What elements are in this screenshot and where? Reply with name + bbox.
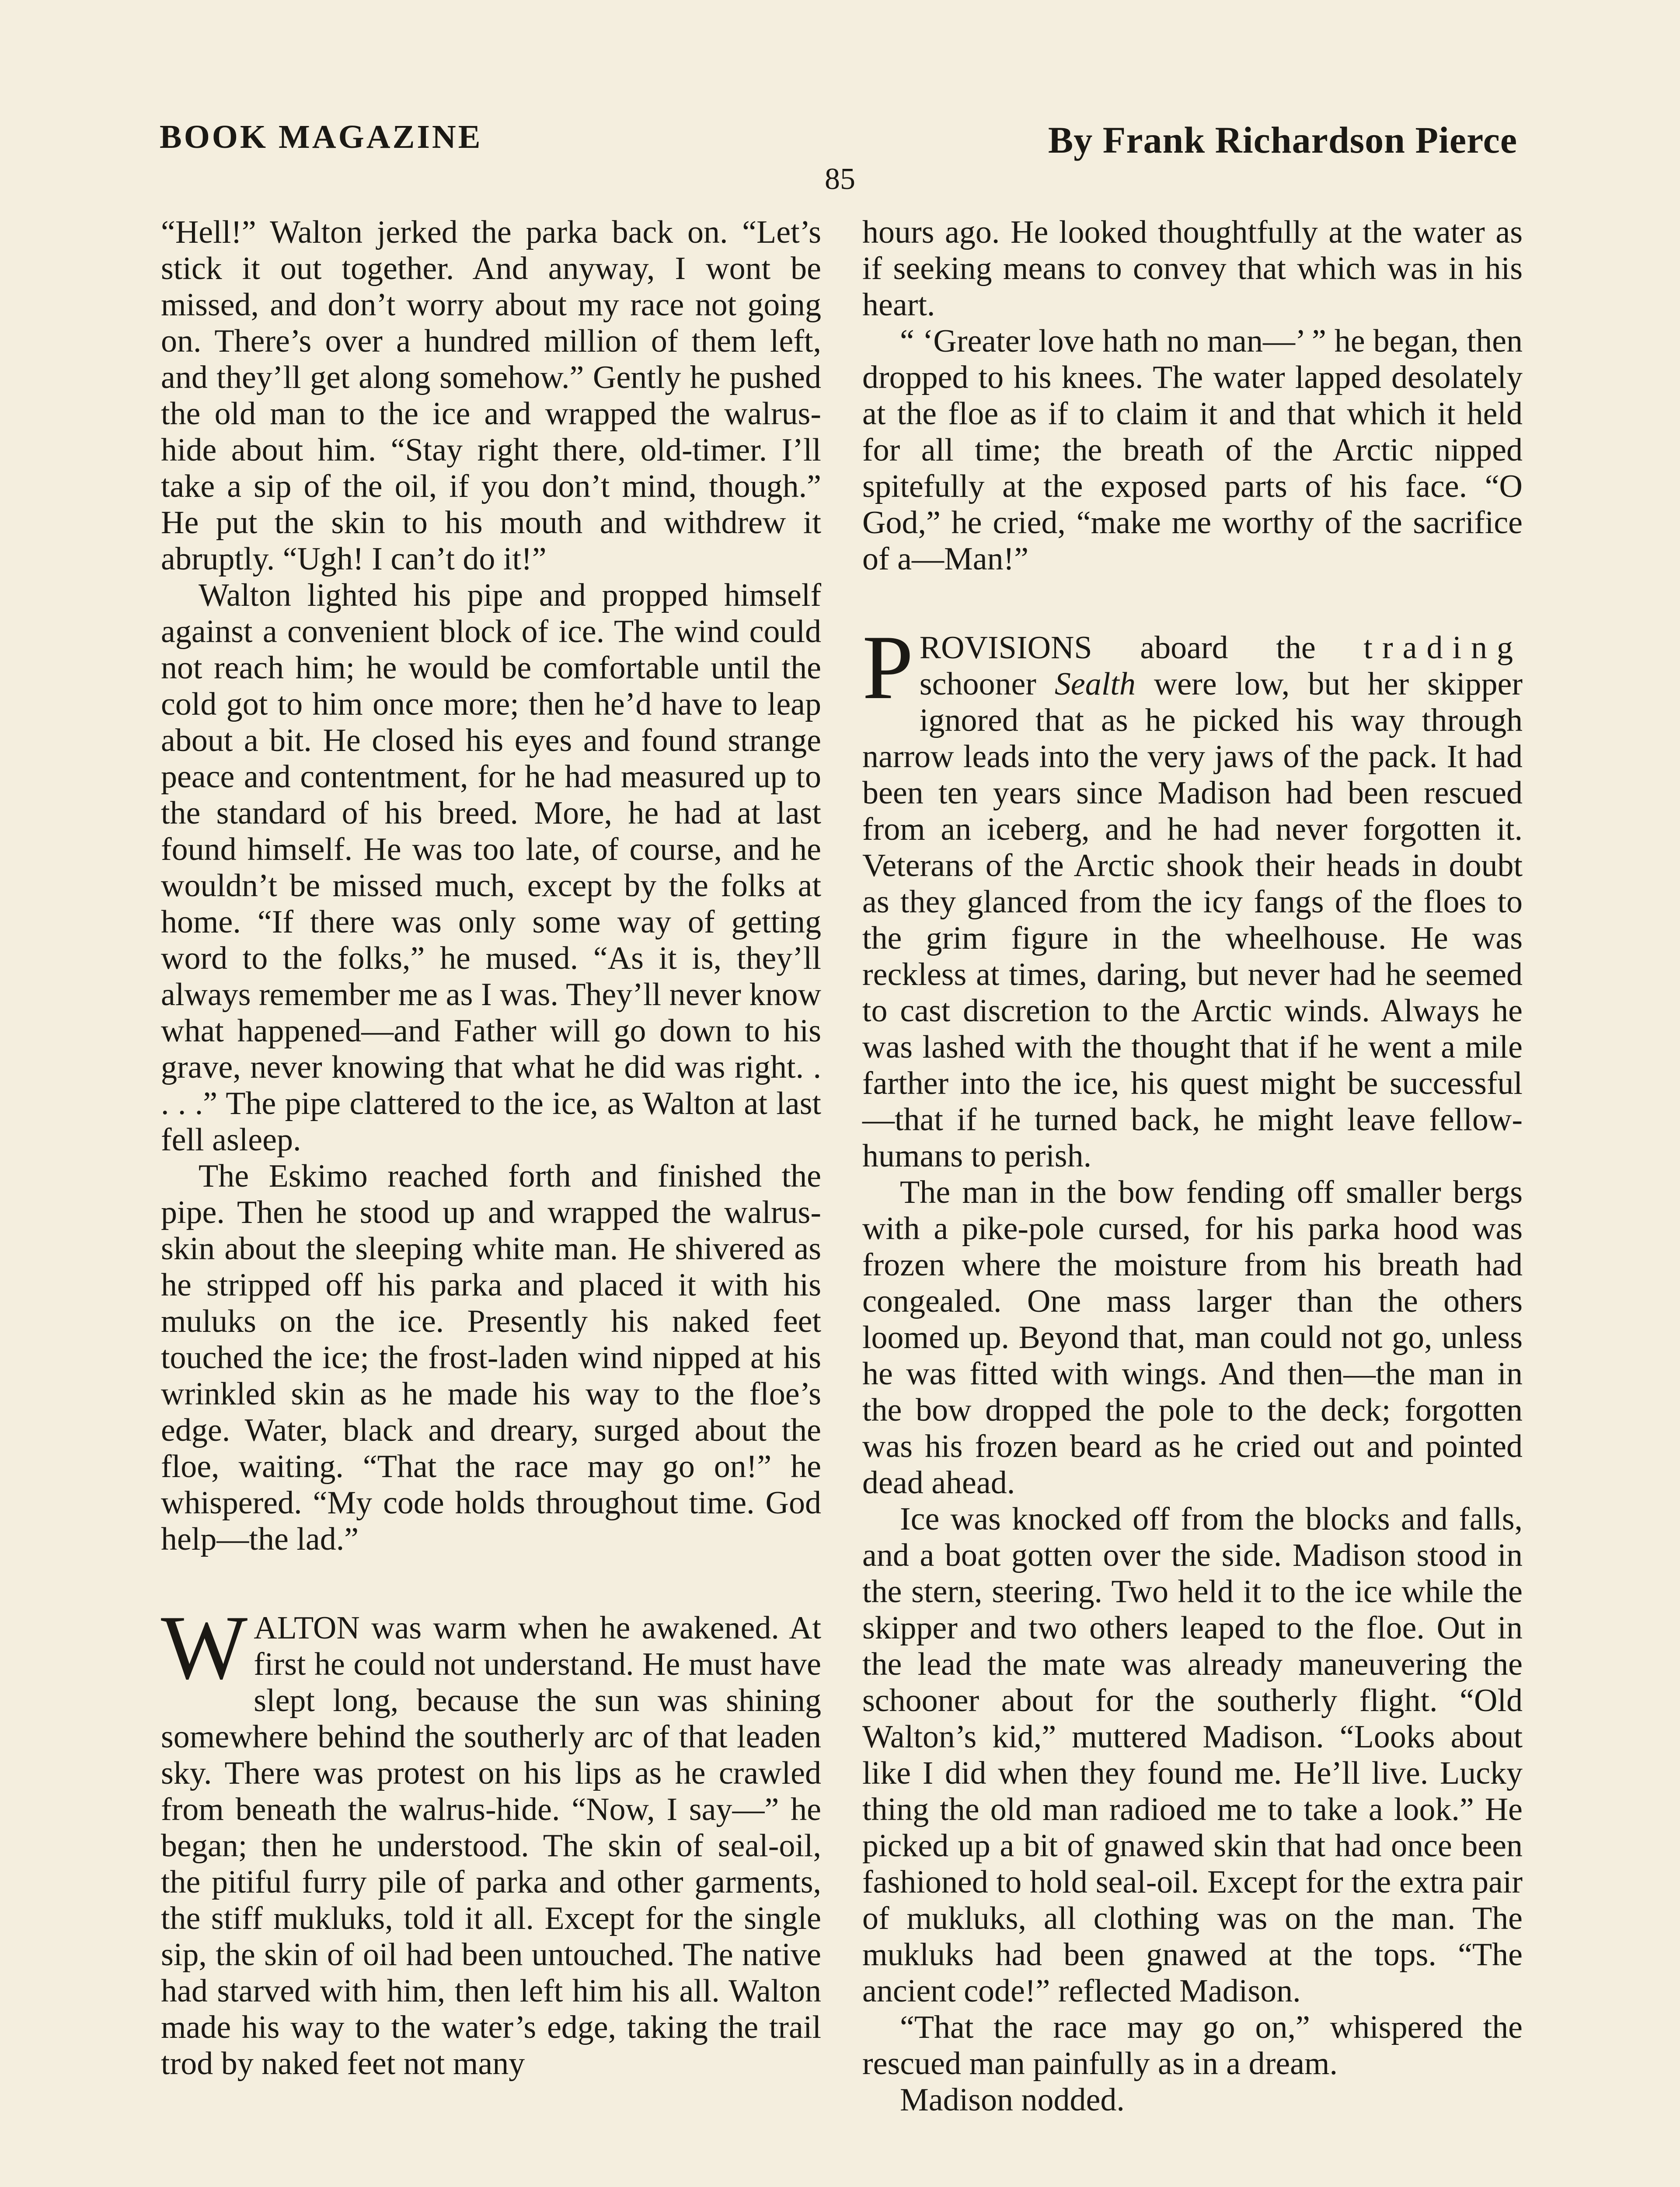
left-column <box>161 214 821 2082</box>
author-byline: By Frank Richardson Pierce <box>1048 119 1517 161</box>
drop-cap: P <box>862 617 913 718</box>
right-column <box>862 214 1523 2118</box>
paragraph: Ice was knocked off from the blocks and falls, and a boat gotten over the side. Madison stood in the stern, steering. Two held it to the ice while the skipper and two others leaped to the floe. Out in the lead the mate was already maneuvering the schooner about for the southerly flight. “Old Walton’s kid,” muttered Madison. “Looks about like I did when they found me. He’ll live. Lucky thing the old man radioed me to take a look.” He picked up a bit of gnawed skin that had once been fashioned to hold seal-oil. Except for the extra pair of mukluks, all clothing was on the man. The mukluks had been gnawed at the tops. “The ancient code!” reflected Madison. <box>862 1501 1523 2009</box>
paragraph: The Eskimo reached forth and finished the pipe. Then he stood up and wrapped the walrus-skin about the sleeping white man. He shivered as he stripped off his parka and placed it with his muluks on the ice. Presently his naked feet touched the ice; the frost-laden wind nipped at his wrinkled skin as he made his way to the floe’s edge. Water, black and dreary, surged about the floe, waiting. “That the race may go on!” he whispered. “My code holds throughout time. God help—the lad.” <box>161 1158 821 1557</box>
paragraph-text: was warm when he awakened. At first he could not understand. He must have slept long, because the sun was shining somewhere behind the southerly arc of that leaden sky. There was protest on his lips as he crawled from beneath the walrus-hide. “Now, I say—” he began; then he understood. The skin of seal-oil, the pitiful furry pile of parka and other garments, the stiff mukluks, told it all. Except for the single sip, the skin of oil had been untouched. The native had starved with him, then left him his all. Walton made his way to the water’s edge, taking the trail trod by naked feet not many <box>161 1610 821 2082</box>
spaced-word: trading <box>1363 630 1523 666</box>
paragraph: “Hell!” Walton jerked the parka back on. “Let’s stick it out together. And anyway, I wont be missed, and don’t worry about my race not going on. There’s over a hundred million of them left, and they’ll get along somehow.” Gently he pushed the old man to the ice and wrapped the walrus-hide about him. “Stay right there, old-timer. I’ll take a sip of the oil, if you don’t mind, though.” He put the skin to his mouth and withdrew it abruptly. “Ugh! I can’t do it!” <box>161 214 821 577</box>
paragraph: Walton lighted his pipe and propped himself against a convenient block of ice. The wind could not reach him; he would be comfortable until the cold got to him once more; then he’d have to leap about a bit. He closed his eyes and found strange peace and contentment, for he had measured up to the standard of his breed. More, he had at last found himself. He was too late, of course, and he wouldn’t be missed much, except by the folks at home. “If there was only some way of getting word to the folks,” he mused. “As it is, they’ll always remember me as I was. They’ll never know what happened—and Father will go down to his grave, never knowing that what he did was right. . . . .” The pipe clattered to the ice, as Walton at last fell asleep. <box>161 577 821 1158</box>
section-opening-paragraph <box>862 617 1523 1174</box>
paragraph-text: aboard the <box>1092 630 1364 666</box>
ship-name: Sealth <box>1054 666 1136 702</box>
paragraph: The man in the bow fending off smaller bergs with a pike-pole cursed, for his parka hood was frozen where the moisture from his breath had congealed. One mass larger than the others loomed up. Beyond that, man could not go, unless he was fitted with wings. And then—the man in the bow dropped the pole to the deck; forgotten was his frozen beard as he cried out and pointed dead ahead. <box>862 1174 1523 1501</box>
lead-in-word: ROVISIONS <box>919 630 1092 666</box>
paragraph: Madison nodded. <box>900 2082 1125 2118</box>
paragraph-text: schooner <box>919 666 1055 702</box>
section-opening-paragraph <box>161 1597 821 2082</box>
magazine-title: BOOK MAGAZINE <box>160 119 483 155</box>
drop-cap: W <box>161 1597 248 1698</box>
paragraph: hours ago. He looked thoughtfully at the water as if seeking means to convey that which was in his heart. <box>862 214 1523 323</box>
page-number: 85 <box>825 162 855 196</box>
paragraph-text: were low, but her skipper ignored that as he picked his way through narrow leads into the very jaws of the pack. It had been ten years since Madison had been rescued from an iceberg, and he had never forgotten it. Veterans of the Arctic shook their heads in doubt as they glanced from the icy fangs of the floes to the grim figure in the wheelhouse. He was reckless at times, daring, but never had he seemed to cast discretion to the Arctic winds. Always he was lashed with the thought that if he went a mile farther into the ice, his quest might be successful—that if he turned back, he might leave fellow-humans to perish. <box>862 666 1523 1174</box>
paragraph: “That the race may go on,” whispered the rescued man painfully as in a dream. <box>862 2009 1523 2082</box>
lead-in-word: ALTON <box>254 1610 360 1646</box>
paragraph: “ ‘Greater love hath no man—’ ” he began, then dropped to his knees. The water lapped desolately at the floe as if to claim it and that which it held for all time; the breath of the Arctic nipped spitefully at the exposed parts of his face. “O God,” he cried, “make me worthy of the sacrifice of a—Man!” <box>862 323 1523 577</box>
